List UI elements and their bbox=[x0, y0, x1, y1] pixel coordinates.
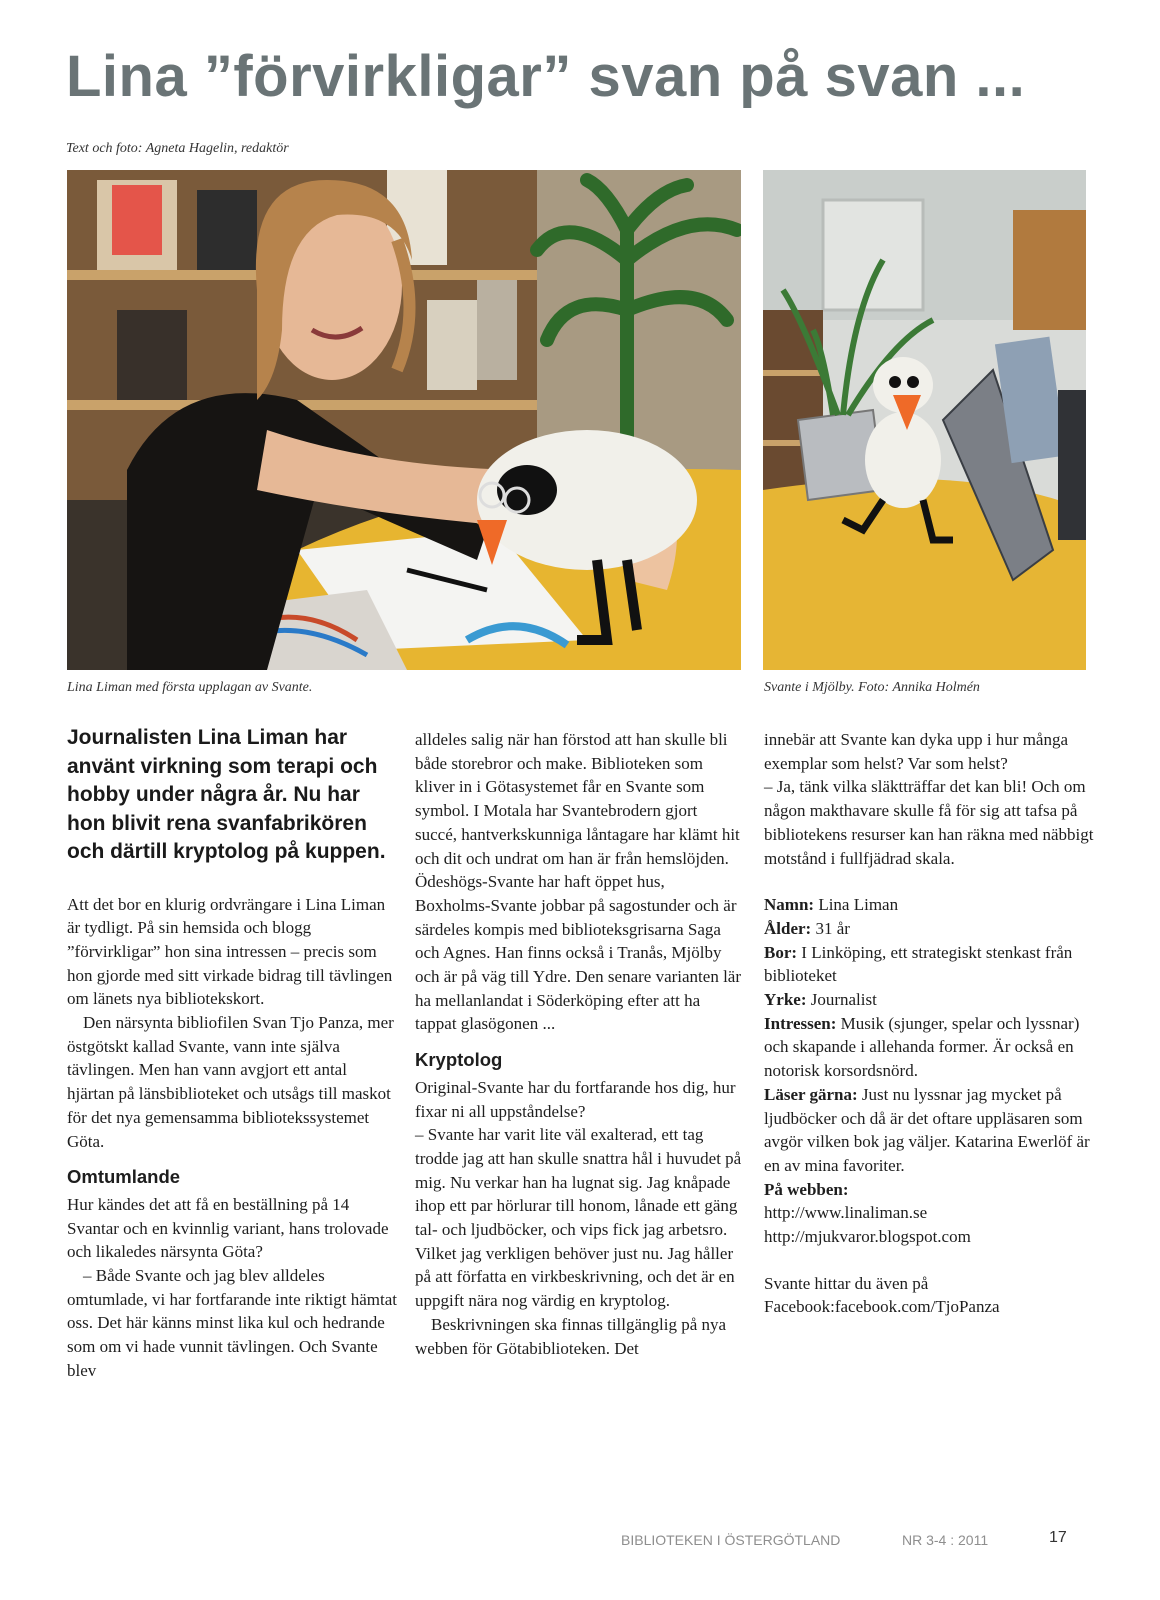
fact-residence: Bor: I Linköping, ett strategiskt stenkast från biblioteket bbox=[764, 942, 1073, 986]
fact-box bbox=[764, 893, 1094, 1249]
paragraph: innebär att Svante kan dyka upp i hur många exemplar som helst? Var som helst? bbox=[764, 730, 1069, 773]
paragraph: alldeles salig när han förstod att han skulle bli både storebror och make. Biblioteken som kliver in i Götasystemet får en Svante som symbol. I Motala har Svantebrodern gjort succé, hantverkskunniga låntagare har klämt hit och dit och undrat om han är från hemslöjden. Ödeshögs-Svante har haft öppet hus, Boxholms-Svante jobbar på sagostunder och är särdeles kompis med biblioteksgrisarna Saga och Agnes. Han finns också i Tranås, Mjölby och är på väg till Ydre. Den senare varianten lär ha mellanlandat i Söderköping efter att ha tappat glasögonen ... bbox=[415, 730, 741, 1034]
closing-line: Svante hittar du även på bbox=[764, 1273, 929, 1293]
column-1 bbox=[67, 728, 397, 1383]
fact-reading: Läser gärna: Just nu lyssnar jag mycket på ljudböcker och då är det oftare uppläsaren som avgör vilken bok jag väljer. Katarina Ewerlöf är en av mina favoriter. bbox=[764, 1084, 1090, 1175]
link-blog[interactable]: http://mjukvaror.blogspot.com bbox=[764, 1227, 971, 1247]
footer-publication: BIBLIOTEKEN I ÖSTERGÖTLAND bbox=[621, 1532, 841, 1548]
fact-web: På webben: bbox=[764, 1179, 849, 1199]
column-2 bbox=[415, 728, 743, 1360]
fact-age: Ålder: 31 år bbox=[764, 918, 850, 938]
fact-name: Namn: Lina Liman bbox=[764, 895, 899, 915]
link-homepage[interactable]: http://www.linaliman.se bbox=[764, 1203, 928, 1223]
subheading-kryptolog: Kryptolog bbox=[415, 1049, 503, 1071]
paragraph: – Både Svante och jag blev alldeles omtumlade, vi har fortfarande inte riktigt hämtat oss. Det här känns minst lika kul och hedrande som om vi hade vunnit tävlingen. Och Svante blev bbox=[67, 1266, 397, 1380]
ingress: Journalisten Lina Liman har använt virkning som terapi och hobby under några år. Nu har hon blivit rena svanfabrikören och därtill kryptolog på kuppen. bbox=[67, 726, 386, 863]
fact-profession: Yrke: Journalist bbox=[764, 990, 877, 1010]
fact-interests: Intressen: Musik (sjunger, spelar och lyssnar) och skapande i allehanda former. Är också en notorisk korsordsnörd. bbox=[764, 1013, 1080, 1081]
footer-issue: NR 3-4 : 2011 bbox=[902, 1532, 989, 1548]
paragraph: Att det bor en klurig ordvrängare i Lina Liman är tydligt. På sin hemsida och blogg ”förvirkligar” hon sina intressen – precis som hon gjorde med sitt virkade bidrag till tävlingen om länets nya bibliotekskort. bbox=[67, 894, 393, 1009]
paragraph: Original-Svante har du fortfarande hos dig, hur fixar ni all uppståndelse? bbox=[415, 1077, 736, 1121]
paragraph: Den närsynta bibliofilen Svan Tjo Panza, mer östgötskt kallad Svante, vann inte själva tävlingen. Men han vann avgjort ett antal hjärtan på länsbiblioteket och utsågs till maskot för det nya gemensamma bibliotekssystemet Göta. bbox=[67, 1013, 394, 1151]
paragraph: Hur kändes det att få en beställning på 14 Svantar och en kvinnlig variant, hans trolovade och likaledes närsynta Göta? bbox=[67, 1194, 389, 1262]
facebook-link[interactable]: Facebook:facebook.com/TjoPanza bbox=[764, 1297, 1000, 1317]
paragraph: Beskrivningen ska finnas tillgänglig på nya webben för Götabiblioteken. Det bbox=[415, 1314, 727, 1358]
column-3 bbox=[764, 728, 1094, 1319]
side-photo-caption: Svante i Mjölby. Foto: Annika Holmén bbox=[764, 680, 980, 695]
paragraph: – Ja, tänk vilka släktträffar det kan bli! Och om någon makthavare skulle få för sig att tafsa på bibliotekens resurser kan han räkna med näbbigt motstånd i fullfjädrad skala. bbox=[764, 777, 1094, 868]
article-title: Lina ”förvirkligar” svan på svan ... bbox=[66, 44, 1026, 109]
page-number: 17 bbox=[1049, 1529, 1067, 1546]
side-photo bbox=[763, 170, 1086, 670]
main-photo-caption: Lina Liman med första upplagan av Svante. bbox=[67, 680, 313, 695]
subheading-omtumlande: Omtumlande bbox=[67, 1166, 181, 1188]
main-photo bbox=[67, 170, 741, 670]
paragraph: – Svante har varit lite väl exalterad, ett tag trodde jag att han skulle snattra hål i huvudet på mig. Nu verkar han ha lugnat sig. Jag knåpade ihop ett par hörlurar till honom, lånade ett gäng tal- och ljudböcker, och vips fick jag arbetsro. Vilket jag verkligen behöver just nu. Jag håller på att författa en virkbeskrivning, och det är en uppgift nära nog värdig en kryptolog. bbox=[415, 1125, 742, 1311]
byline: Text och foto: Agneta Hagelin, redaktör bbox=[66, 141, 289, 156]
